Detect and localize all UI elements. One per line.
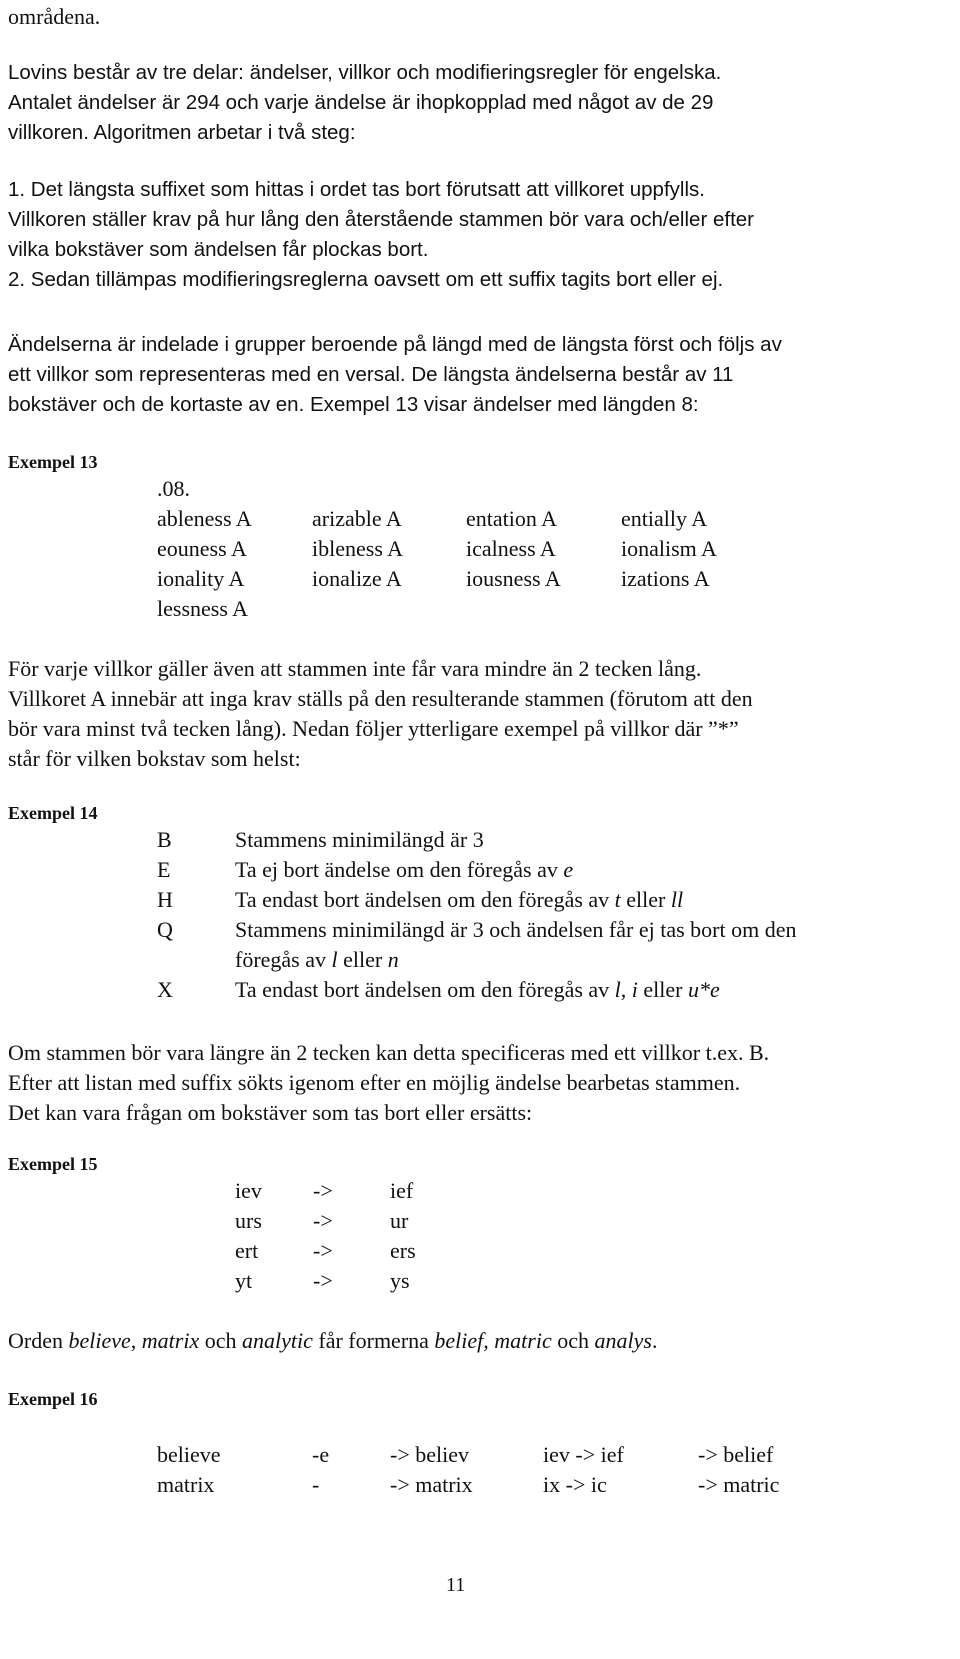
description-text: föregås av [235, 947, 332, 972]
example-13-heading: .08. [157, 476, 190, 501]
example-16-label: Exempel 16 [8, 1389, 98, 1409]
paragraph-line: Antalet ändelser är 294 och varje ändelse är ihopkopplad med något av de 29 [8, 91, 714, 114]
description-text: eller [637, 977, 688, 1002]
suffix-cell: arizable A [312, 506, 402, 531]
rule-arrow: -> [313, 1238, 333, 1263]
description-text: eller [337, 947, 388, 972]
paragraph-line: Om stammen bör vara längre än 2 tecken kan detta specificeras med ett villkor t.ex. B. [8, 1040, 770, 1065]
paragraph-line: ett villkor som representeras med en versal. De längsta ändelserna består av 11 [8, 363, 734, 386]
paragraph-line: står för vilken bokstav som helst: [8, 746, 301, 771]
rule-from: iev [235, 1178, 262, 1203]
word-cell: matrix [157, 1472, 215, 1497]
suffix-cell: ionalism A [621, 536, 717, 561]
stem-cell: -> believ [390, 1442, 469, 1467]
step-line: Villkoren ställer krav på hur lång den återstående stammen bör vara och/eller efter [8, 208, 754, 231]
condition-description [235, 975, 720, 1005]
suffix-cell: ionality A [157, 566, 245, 591]
line-text: Orden [8, 1328, 69, 1353]
word-cell: believe [157, 1442, 221, 1467]
description-text: eller [620, 887, 671, 912]
paragraph-line: villkoren. Algoritmen arbetar i två steg: [8, 121, 356, 144]
suffix-cell: lessness A [157, 596, 249, 621]
description-text: Ta ej bort ändelse om den föregås av [235, 857, 564, 882]
italic-letter: n [387, 947, 399, 972]
result-cell: -> belief [698, 1442, 774, 1467]
italic-word: matrix [141, 1328, 200, 1353]
top-fragment: områdena. [8, 4, 101, 29]
paragraph-line: bokstäver och de kortaste av en. Exempel 13 visar ändelser med längden 8: [8, 393, 699, 416]
paragraph-line: Villkoret A innebär att inga krav ställs på den resulterande stammen (förutom att den [8, 686, 753, 711]
condition-description [235, 885, 683, 915]
condition-description [235, 915, 796, 945]
line-text: och [199, 1328, 242, 1353]
rule-to: ief [390, 1178, 414, 1203]
condition-code: H [157, 887, 173, 912]
paragraph-line: Ändelserna är indelade i grupper beroende på längd med de längsta först och följs av [8, 333, 782, 356]
rule-cell: iev -> ief [543, 1442, 624, 1467]
suffix-cell: entially A [621, 506, 708, 531]
line-text: . [651, 1328, 658, 1353]
suffix-cell: eouness A [157, 536, 247, 561]
line-text: får formerna [312, 1328, 435, 1353]
condition-code: E [157, 857, 171, 882]
italic-letter: t [614, 887, 621, 912]
rule-to: ers [390, 1238, 416, 1263]
suffix-removal-cell: - [312, 1472, 320, 1497]
rule-arrow: -> [313, 1268, 333, 1293]
description-text: Ta endast bort ändelsen om den föregås av [235, 887, 615, 912]
condition-description [235, 825, 484, 855]
paragraph-line: Lovins består av tre delar: ändelser, villkor och modifieringsregler för engelska. [8, 61, 722, 84]
italic-word: believe [68, 1328, 131, 1353]
paragraph-line: För varje villkor gäller även att stammen inte får vara mindre än 2 tecken lång. [8, 656, 702, 681]
rule-arrow: -> [313, 1178, 333, 1203]
condition-description [235, 855, 573, 885]
rule-to: ur [390, 1208, 409, 1233]
italic-word: analys [594, 1328, 652, 1353]
suffix-cell: entation A [466, 506, 558, 531]
paragraph-line: Det kan vara frågan om bokstäver som tas bort eller ersätts: [8, 1100, 533, 1125]
line-text: , [130, 1328, 142, 1353]
italic-word: analytic [242, 1328, 313, 1353]
rule-cell: ix -> ic [543, 1472, 607, 1497]
paragraph-line: bör vara minst två tecken lång). Nedan följer ytterligare exempel på villkor där ”*” [8, 716, 739, 741]
paragraph-line: Efter att listan med suffix sökts igenom efter en möjlig ändelse bearbetas stammen. [8, 1070, 741, 1095]
description-text: Ta endast bort ändelsen om den föregås av [235, 977, 615, 1002]
example-15-label: Exempel 15 [8, 1154, 98, 1174]
rule-from: ert [235, 1238, 259, 1263]
example-14-label: Exempel 14 [8, 803, 98, 823]
suffix-cell: icalness A [466, 536, 556, 561]
result-cell: -> matric [698, 1472, 780, 1497]
example-13-label: Exempel 13 [8, 452, 98, 472]
stem-cell: -> matrix [390, 1472, 473, 1497]
condition-code: B [157, 827, 172, 852]
description-text: Stammens minimilängd är 3 [235, 827, 484, 852]
rule-to: ys [390, 1268, 410, 1293]
suffix-cell: ibleness A [312, 536, 404, 561]
condition-code: Q [157, 917, 173, 942]
italic-letter: l, i [614, 977, 638, 1002]
page-number: 11 [446, 1574, 466, 1596]
step-line: 2. Sedan tillämpas modifieringsreglerna oavsett om ett suffix tagits bort eller ej. [8, 268, 724, 291]
words-forms-line [8, 1326, 657, 1356]
italic-letter: l [331, 947, 338, 972]
line-text: och [551, 1328, 595, 1353]
condition-description [235, 945, 399, 975]
step-line: vilka bokstäver som ändelsen får plockas bort. [8, 238, 429, 261]
suffix-cell: iousness A [466, 566, 561, 591]
rule-arrow: -> [313, 1208, 333, 1233]
step-line: 1. Det längsta suffixet som hittas i ordet tas bort förutsatt att villkoret uppfylls. [8, 178, 705, 201]
italic-letter: u*e [688, 977, 720, 1002]
italic-letter: e [563, 857, 574, 882]
condition-code: X [157, 977, 173, 1002]
suffix-removal-cell: -e [312, 1442, 330, 1467]
description-text: Stammens minimilängd är 3 och ändelsen får ej tas bort om den [235, 917, 797, 942]
italic-letter: ll [670, 887, 684, 912]
rule-from: yt [235, 1268, 253, 1293]
rule-from: urs [235, 1208, 262, 1233]
suffix-cell: ableness A [157, 506, 252, 531]
suffix-cell: ionalize A [312, 566, 402, 591]
italic-word: belief, matric [434, 1328, 552, 1353]
suffix-cell: izations A [621, 566, 710, 591]
